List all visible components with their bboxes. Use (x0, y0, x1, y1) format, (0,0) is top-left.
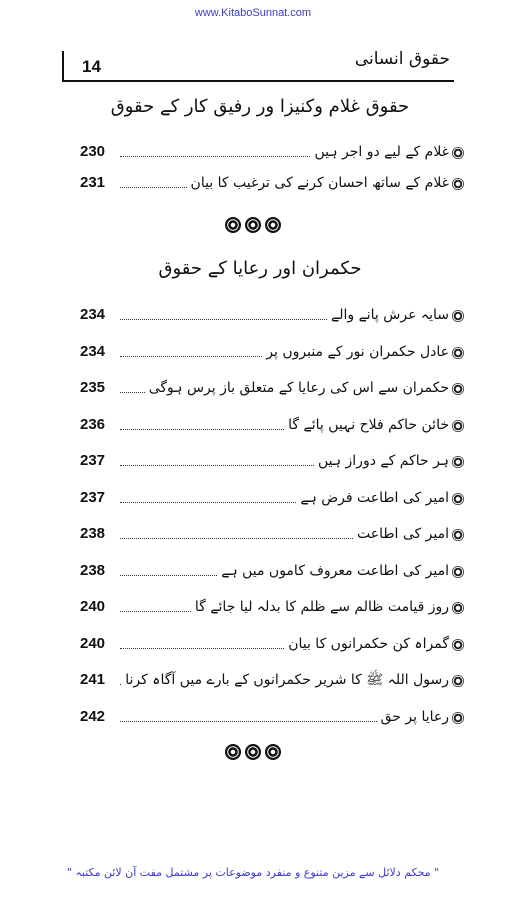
flower-ornament-icon (225, 217, 241, 233)
flower-ornament-icon (225, 744, 241, 760)
toc-entry-page: 231 (80, 174, 106, 191)
toc-entry[interactable] (80, 376, 465, 402)
flower-ornament-icon (265, 744, 281, 760)
toc-entry[interactable] (80, 595, 465, 621)
dot-leader (120, 684, 121, 685)
flower-ornament-icon (265, 217, 281, 233)
dot-leader (120, 648, 284, 649)
dot-leader (120, 392, 145, 393)
toc-entry[interactable] (80, 340, 465, 366)
flower-bullet-icon (451, 674, 465, 688)
toc-entry-page: 235 (80, 379, 106, 396)
dot-leader (120, 721, 377, 722)
flower-bullet-icon (451, 565, 465, 579)
toc-entry[interactable] (80, 632, 465, 658)
toc-entry-title: سایہ عرش پانے والے (331, 307, 449, 323)
toc-entry-title: خائن حاکم فلاح نہیں پائے گا (288, 417, 449, 433)
toc-entry-title: ہر حاکم کے دوراز ہیں (318, 453, 449, 469)
toc-entry-title: حکمران سے اس کی رعایا کے متعلق باز پرس ہوگی (148, 380, 449, 396)
section-title-rulers: حکمران اور رعایا کے حقوق (158, 258, 362, 279)
section-title-slaves: حقوق غلام وکنیزا ور رفیق کار کے حقوق (110, 96, 410, 117)
flower-bullet-icon (451, 492, 465, 506)
dot-leader (120, 429, 284, 430)
toc-entry-page: 238 (80, 562, 106, 579)
toc-entry-title: امیر کی اطاعت فرض ہے (300, 490, 449, 506)
toc-entry[interactable] (80, 705, 465, 731)
toc-entry-page: 241 (80, 671, 106, 688)
toc-entry-page: 242 (80, 708, 106, 725)
toc-entry-title: رعایا پر حق (380, 709, 449, 725)
dot-leader (120, 575, 217, 576)
site-url[interactable]: www.KitaboSunnat.com (194, 7, 312, 19)
dot-leader (120, 502, 296, 503)
page-number: 14 (82, 57, 101, 76)
toc-entry-page: 237 (80, 452, 106, 469)
header-bottom-rule (62, 80, 454, 82)
flower-bullet-icon (451, 601, 465, 615)
flower-ornament-icon (245, 217, 261, 233)
flower-bullet-icon (451, 146, 465, 160)
toc-entry-title: غلام کے ساتھ احسان کرنے کی ترغیب کا بیان (190, 175, 449, 191)
flower-bullet-icon (451, 419, 465, 433)
flower-bullet-icon (451, 346, 465, 360)
page-header (62, 45, 454, 83)
toc-entry-title: غلام کے لیے دو اجر ہیں (314, 144, 449, 160)
dot-leader (120, 465, 314, 466)
toc-entry-title: روز قیامت ظالم سے ظلم کا بدلہ لیا جائے گا (194, 599, 449, 615)
toc-entry-title: امیر کی اطاعت (357, 526, 449, 542)
flower-bullet-icon (451, 382, 465, 396)
toc-entry[interactable] (80, 559, 465, 585)
section-divider-ornament (0, 217, 506, 237)
flower-bullet-icon (451, 309, 465, 323)
toc-entry-page: 240 (80, 598, 106, 615)
dot-leader (120, 319, 327, 320)
dot-leader (120, 187, 187, 188)
flower-bullet-icon (451, 711, 465, 725)
toc-entry-title: گمراہ کن حکمرانوں کا بیان (288, 636, 449, 652)
toc-entry[interactable] (80, 140, 465, 166)
toc-entry-page: 240 (80, 635, 106, 652)
dot-leader (120, 356, 262, 357)
flower-bullet-icon (451, 638, 465, 652)
flower-ornament-icon (245, 744, 261, 760)
running-title: حقوق انسانی (354, 49, 450, 69)
closing-ornament (0, 744, 506, 764)
toc-entry[interactable] (80, 449, 465, 475)
toc-entry[interactable] (80, 413, 465, 439)
toc-entry-page: 237 (80, 489, 106, 506)
toc-entry-page: 238 (80, 525, 106, 542)
toc-entry-page: 230 (80, 143, 106, 160)
toc-entry-title: امیر کی اطاعت معروف کاموں میں ہے (221, 563, 449, 579)
toc-entry-title: عادل حکمران نور کے منبروں پر (266, 344, 449, 360)
header-left-rule (62, 51, 64, 81)
toc-entry-page: 234 (80, 343, 106, 360)
flower-bullet-icon (451, 455, 465, 469)
toc-entry-page: 236 (80, 416, 106, 433)
toc-entry-title: رسول اللہ ﷺ کا شریر حکمرانوں کے بارے میں آگاہ کرنا (125, 672, 449, 688)
toc-entry[interactable] (80, 303, 465, 329)
footer-tagline: " محکم دلائل سے مزین متنوع و منفرد موضوعات پر مشتمل مفت آن لائن مکتبہ " (66, 866, 440, 879)
dot-leader (120, 156, 310, 157)
dot-leader (120, 611, 191, 612)
toc-entry[interactable] (80, 486, 465, 512)
toc-entry[interactable] (80, 668, 465, 694)
dot-leader (120, 538, 353, 539)
toc-entry[interactable] (80, 522, 465, 548)
flower-bullet-icon (451, 528, 465, 542)
toc-entry-page: 234 (80, 306, 106, 323)
flower-bullet-icon (451, 177, 465, 191)
toc-entry[interactable] (80, 171, 465, 197)
